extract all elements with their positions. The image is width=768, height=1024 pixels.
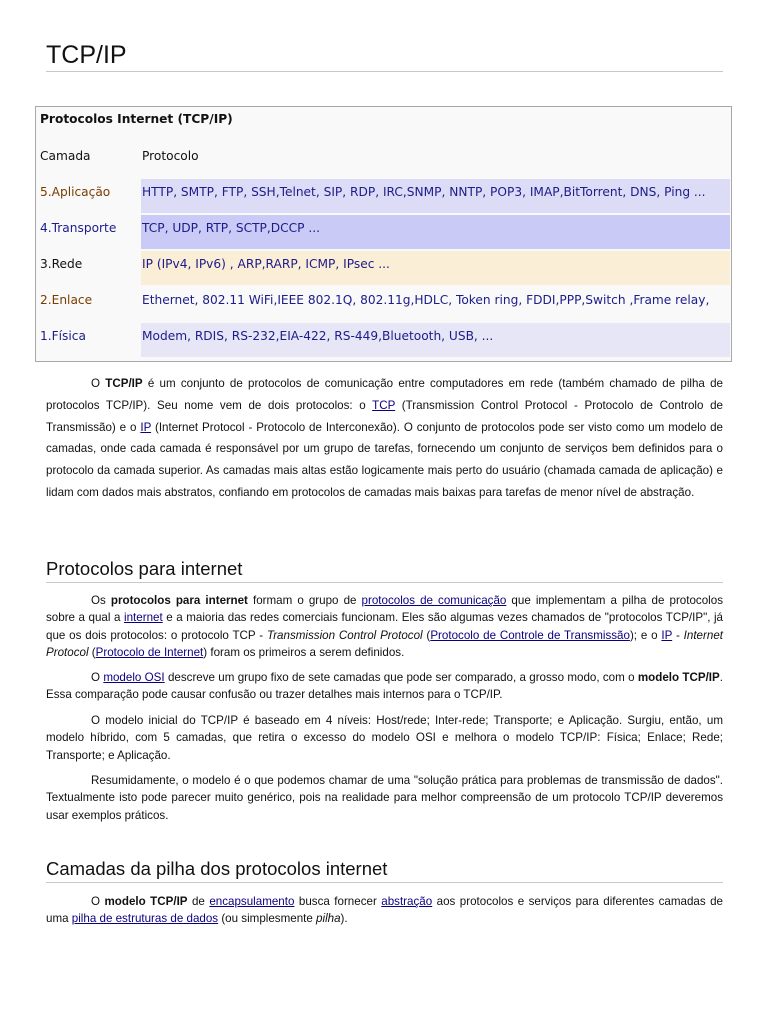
layer-protocols: TCP, UDP, RTP, SCTP,DCCP ... — [141, 215, 730, 249]
header-protocol: Protocolo — [142, 149, 199, 163]
ip-link[interactable]: IP — [140, 420, 152, 434]
table-row — [37, 179, 731, 213]
header-layer: Camada — [40, 149, 91, 163]
protocols-table — [35, 106, 732, 362]
protocolos-comunicacao-link[interactable]: protocolos de comunicação — [361, 594, 507, 607]
page-title: TCP/IP — [46, 40, 723, 72]
table-row — [37, 251, 731, 285]
protocolos-paragraph-4: Resumidamente, o modelo é o que podemos chamar de uma "solução prática para problemas de transmissão de dados". Textualmente isto pode parecer muito genérico, pois na realidade para melhor compreensão de um protocolo TCP/IP deveremos usar exemplos práticos. — [46, 774, 723, 822]
protocolos-paragraph-2: O modelo OSI descreve um grupo fixo de sete camadas que pode ser comparado, a grosso modo, com o modelo TCP/IP. Essa comparação pode causar confusão ou trazer detalhes mais internos para o TCP/IP. — [46, 671, 723, 702]
table-caption: Protocolos Internet (TCP/IP) — [40, 112, 233, 126]
camadas-paragraph-1: O modelo TCP/IP de encapsulamento busca fornecer abstração aos protocolos e serviços para diferentes camadas de uma pilha de estruturas de dados (ou simplesmente pilha). — [46, 895, 724, 926]
modelo-osi-link[interactable]: modelo OSI — [103, 671, 165, 684]
layer-protocols: Modem, RDIS, RS-232,EIA-422, RS-449,Bluetooth, USB, ... — [141, 323, 730, 357]
intro-paragraph: O TCP/IP é um conjunto de protocolos de comunicação entre computadores em rede (também chamado de pilha de protocolos TCP/IP). Seu nome vem de dois protocolos: o TCP (Transmission Control Protocol - Protocolo de Controlo de Transmissão) e o IP (Internet Protocol - Protocolo de Interconexão). O conjunto de protocolos pode ser visto como um modelo de camadas, onde cada camada é responsável por um grupo de tarefas, fornecendo um conjunto de serviços bem definidos para o protocolo da camada superior. As camadas mais altas estão logicamente mais perto do usuário (chamada camada de aplicação) e lidam com dados mais abstratos, confiando em protocolos de camadas mais baixas para tarefas de menor nível de abstração. — [46, 377, 723, 499]
protocolos-paragraph-3: O modelo inicial do TCP/IP é baseado em 4 níveis: Host/rede; Inter-rede; Transporte; e Aplicação. Surgiu, então, um modelo híbrido, com 5 camadas, que retira o excesso do modelo OSI e melhora o modelo TCP/IP: Física; Enlace; Rede; Transporte; e Aplicação. — [46, 714, 723, 762]
internet-link[interactable]: internet — [124, 611, 163, 625]
protocolo-controle-transmissao-link[interactable]: Protocolo de Controle de Transmissão — [430, 628, 630, 642]
table-header-row — [37, 143, 731, 177]
section-heading-protocolos-internet: Protocolos para internet — [46, 558, 723, 583]
tcpip-bold: TCP/IP — [105, 377, 143, 390]
layer-protocols: HTTP, SMTP, FTP, SSH,Telnet, SIP, RDP, IRC,SNMP, NNTP, POP3, IMAP,BitTorrent, DNS, Ping ... — [141, 179, 730, 213]
layer-name: 3.Rede — [40, 257, 83, 271]
table-row — [37, 323, 731, 357]
protocolos-paragraph-1: Os protocolos para internet formam o grupo de protocolos de comunicação que implementam a pilha de protocolos sobre a qual a internet e a maioria das redes comerciais funcionam. Eles são algumas vezes chamados de "protocolos TCP/IP", já que os dois protocolos: o protocolo TCP - Transmission Control Protocol (Protocolo de Controle de Transmissão); e o IP - Internet Protocol (Protocolo de Internet) foram os primeiros a serem definidos. — [46, 594, 724, 660]
layer-protocols: IP (IPv4, IPv6) , ARP,RARP, ICMP, IPsec ... — [141, 251, 730, 285]
protocolo-internet-link[interactable]: Protocolo de Internet — [95, 646, 204, 660]
table-row — [37, 215, 731, 249]
encapsulamento-link[interactable]: encapsulamento — [209, 895, 295, 908]
layer-protocols: Ethernet, 802.11 WiFi,IEEE 802.1Q, 802.11g,HDLC, Token ring, FDDI,PPP,Switch ,Frame relay, — [141, 287, 730, 321]
layer-name: 1.Física — [40, 329, 86, 343]
layer-name: 4.Transporte — [40, 221, 117, 235]
ip-link-2[interactable]: IP — [661, 628, 673, 642]
section-heading-camadas: Camadas da pilha dos protocolos internet — [46, 858, 723, 883]
tcp-link[interactable]: TCP — [372, 398, 396, 412]
pilha-estruturas-dados-link[interactable]: pilha de estruturas de dados — [71, 912, 219, 926]
layer-name: 2.Enlace — [40, 293, 93, 307]
abstracao-link[interactable]: abstração — [381, 895, 433, 908]
table-row — [37, 287, 731, 321]
layer-name: 5.Aplicação — [40, 185, 111, 199]
